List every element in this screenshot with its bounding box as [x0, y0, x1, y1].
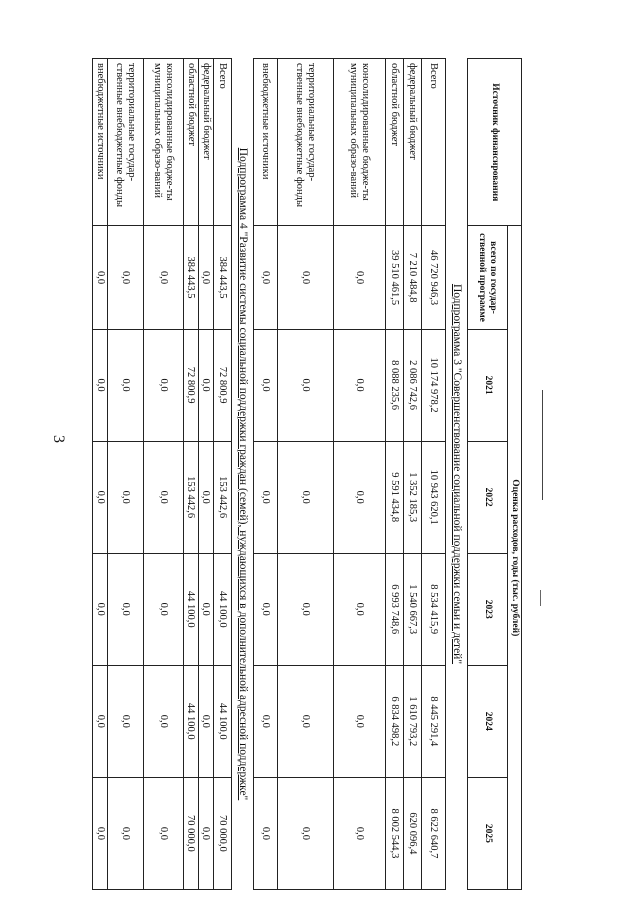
- value-cell: 620 096,4: [404, 777, 422, 889]
- value-cell: 0,0: [334, 553, 386, 665]
- value-cell: 0,0: [199, 441, 214, 553]
- source-column-header: Источник финансирования: [468, 59, 522, 226]
- total-cell: 0,0: [108, 226, 144, 329]
- value-cell: 0,0: [278, 329, 334, 441]
- total-cell: 0,0: [93, 226, 108, 329]
- table-row: [254, 59, 278, 890]
- value-cell: 10 174 978,2: [422, 329, 446, 441]
- value-cell: 6 993 748,6: [386, 553, 404, 665]
- value-cell: 44 100,0: [184, 553, 199, 665]
- source-cell: территориальные государ-ственные внебюджетные фонды: [278, 59, 334, 226]
- total-cell: 0,0: [199, 226, 214, 329]
- value-cell: 6 834 498,2: [386, 665, 404, 777]
- value-cell: 0,0: [254, 665, 278, 777]
- source-cell: Всего: [422, 59, 446, 226]
- value-cell: 8 088 235,6: [386, 329, 404, 441]
- value-cell: 0,0: [254, 777, 278, 889]
- total-cell: 0,0: [254, 226, 278, 329]
- value-cell: 0,0: [334, 665, 386, 777]
- scan-artifact-line: [540, 590, 541, 606]
- value-cell: 0,0: [93, 441, 108, 553]
- value-cell: 0,0: [334, 777, 386, 889]
- value-cell: 0,0: [278, 665, 334, 777]
- value-cell: 2 086 742,6: [404, 329, 422, 441]
- table-row: [404, 59, 422, 890]
- source-cell: консолидированные бюдже-ты муниципальных образо-ваний: [334, 59, 386, 226]
- value-cell: 0,0: [278, 553, 334, 665]
- value-cell: 0,0: [199, 329, 214, 441]
- year-header: 2025: [468, 777, 508, 889]
- value-cell: 0,0: [199, 777, 214, 889]
- value-cell: 70 000,0: [214, 777, 232, 889]
- value-cell: 1 540 667,3: [404, 553, 422, 665]
- subprogram-title: Подпрограмма 4 "Развитие системы социальной поддержки граждан (семей), нуждающихся в дополнительной адресной поддержке": [237, 147, 249, 801]
- value-cell: 0,0: [144, 441, 184, 553]
- source-cell: федеральный бюджет: [199, 59, 214, 226]
- value-cell: 72 800,9: [214, 329, 232, 441]
- value-cell: 0,0: [93, 553, 108, 665]
- table-row: [144, 59, 184, 890]
- table-row: [334, 59, 386, 890]
- scan-artifact-line: [542, 390, 543, 500]
- value-cell: 0,0: [334, 329, 386, 441]
- value-cell: 0,0: [334, 441, 386, 553]
- value-cell: 1 610 793,2: [404, 665, 422, 777]
- source-cell: внебюджетные источники: [254, 59, 278, 226]
- value-cell: 0,0: [278, 441, 334, 553]
- total-cell: 39 510 461,5: [386, 226, 404, 329]
- table-row: [93, 59, 108, 890]
- value-cell: 44 100,0: [214, 553, 232, 665]
- source-cell: федеральный бюджет: [404, 59, 422, 226]
- value-cell: 0,0: [278, 777, 334, 889]
- value-cell: 0,0: [108, 777, 144, 889]
- value-cell: 0,0: [254, 329, 278, 441]
- value-cell: 0,0: [254, 441, 278, 553]
- total-cell: 46 720 946,3: [422, 226, 446, 329]
- source-cell: областной бюджет: [386, 59, 404, 226]
- total-cell: 7 210 484,8: [404, 226, 422, 329]
- financing-table: [93, 58, 523, 890]
- value-cell: 0,0: [144, 665, 184, 777]
- source-cell: консолидированные бюдже-ты муниципальных образо-ваний: [144, 59, 184, 226]
- value-cell: 0,0: [144, 777, 184, 889]
- value-cell: 0,0: [93, 777, 108, 889]
- subprogram-title: Подпрограмма 3 "Совершенствование социальной поддержки семьи и детей": [451, 283, 463, 665]
- value-cell: 44 100,0: [214, 665, 232, 777]
- value-cell: 10 943 620,1: [422, 441, 446, 553]
- value-cell: 8 002 544,3: [386, 777, 404, 889]
- value-cell: 72 800,9: [184, 329, 199, 441]
- table-row: [386, 59, 404, 890]
- value-cell: 0,0: [108, 329, 144, 441]
- total-cell: 0,0: [334, 226, 386, 329]
- table-row: [108, 59, 144, 890]
- value-cell: 8 534 415,9: [422, 553, 446, 665]
- value-cell: 153 442,6: [184, 441, 199, 553]
- value-cell: 0,0: [254, 553, 278, 665]
- year-header: 2024: [468, 665, 508, 777]
- value-cell: 0,0: [93, 665, 108, 777]
- total-column-header: всего по государ-ственной программе: [468, 226, 508, 329]
- table-row: [199, 59, 214, 890]
- value-cell: 0,0: [93, 329, 108, 441]
- value-cell: 9 591 434,8: [386, 441, 404, 553]
- page-number: 3: [50, 435, 67, 443]
- year-header: 2023: [468, 553, 508, 665]
- source-cell: внебюджетные источники: [93, 59, 108, 226]
- rotated-table-wrapper: [96, 58, 522, 890]
- table-row: [422, 59, 446, 890]
- total-cell: 0,0: [278, 226, 334, 329]
- table-row: [278, 59, 334, 890]
- value-cell: 0,0: [108, 665, 144, 777]
- value-cell: 0,0: [108, 553, 144, 665]
- table-row: [214, 59, 232, 890]
- total-cell: 0,0: [144, 226, 184, 329]
- source-cell: территориальные государ-ственные внебюджетные фонды: [108, 59, 144, 226]
- source-cell: Всего: [214, 59, 232, 226]
- value-cell: 8 622 640,7: [422, 777, 446, 889]
- total-cell: 384 443,5: [184, 226, 199, 329]
- value-cell: 44 100,0: [184, 665, 199, 777]
- value-cell: 70 000,0: [184, 777, 199, 889]
- value-cell: 0,0: [144, 553, 184, 665]
- value-cell: 8 445 291,4: [422, 665, 446, 777]
- year-header: 2021: [468, 329, 508, 441]
- value-cell: 0,0: [199, 665, 214, 777]
- table-row: [184, 59, 199, 890]
- year-header: 2022: [468, 441, 508, 553]
- value-cell: 0,0: [108, 441, 144, 553]
- value-cell: 0,0: [199, 553, 214, 665]
- source-cell: областной бюджет: [184, 59, 199, 226]
- value-cell: 1 352 185,3: [404, 441, 422, 553]
- value-cell: 153 442,6: [214, 441, 232, 553]
- total-cell: 384 443,5: [214, 226, 232, 329]
- estimate-header: Оценка расходов, годы (тыс. рублей): [508, 226, 522, 890]
- value-cell: 0,0: [144, 329, 184, 441]
